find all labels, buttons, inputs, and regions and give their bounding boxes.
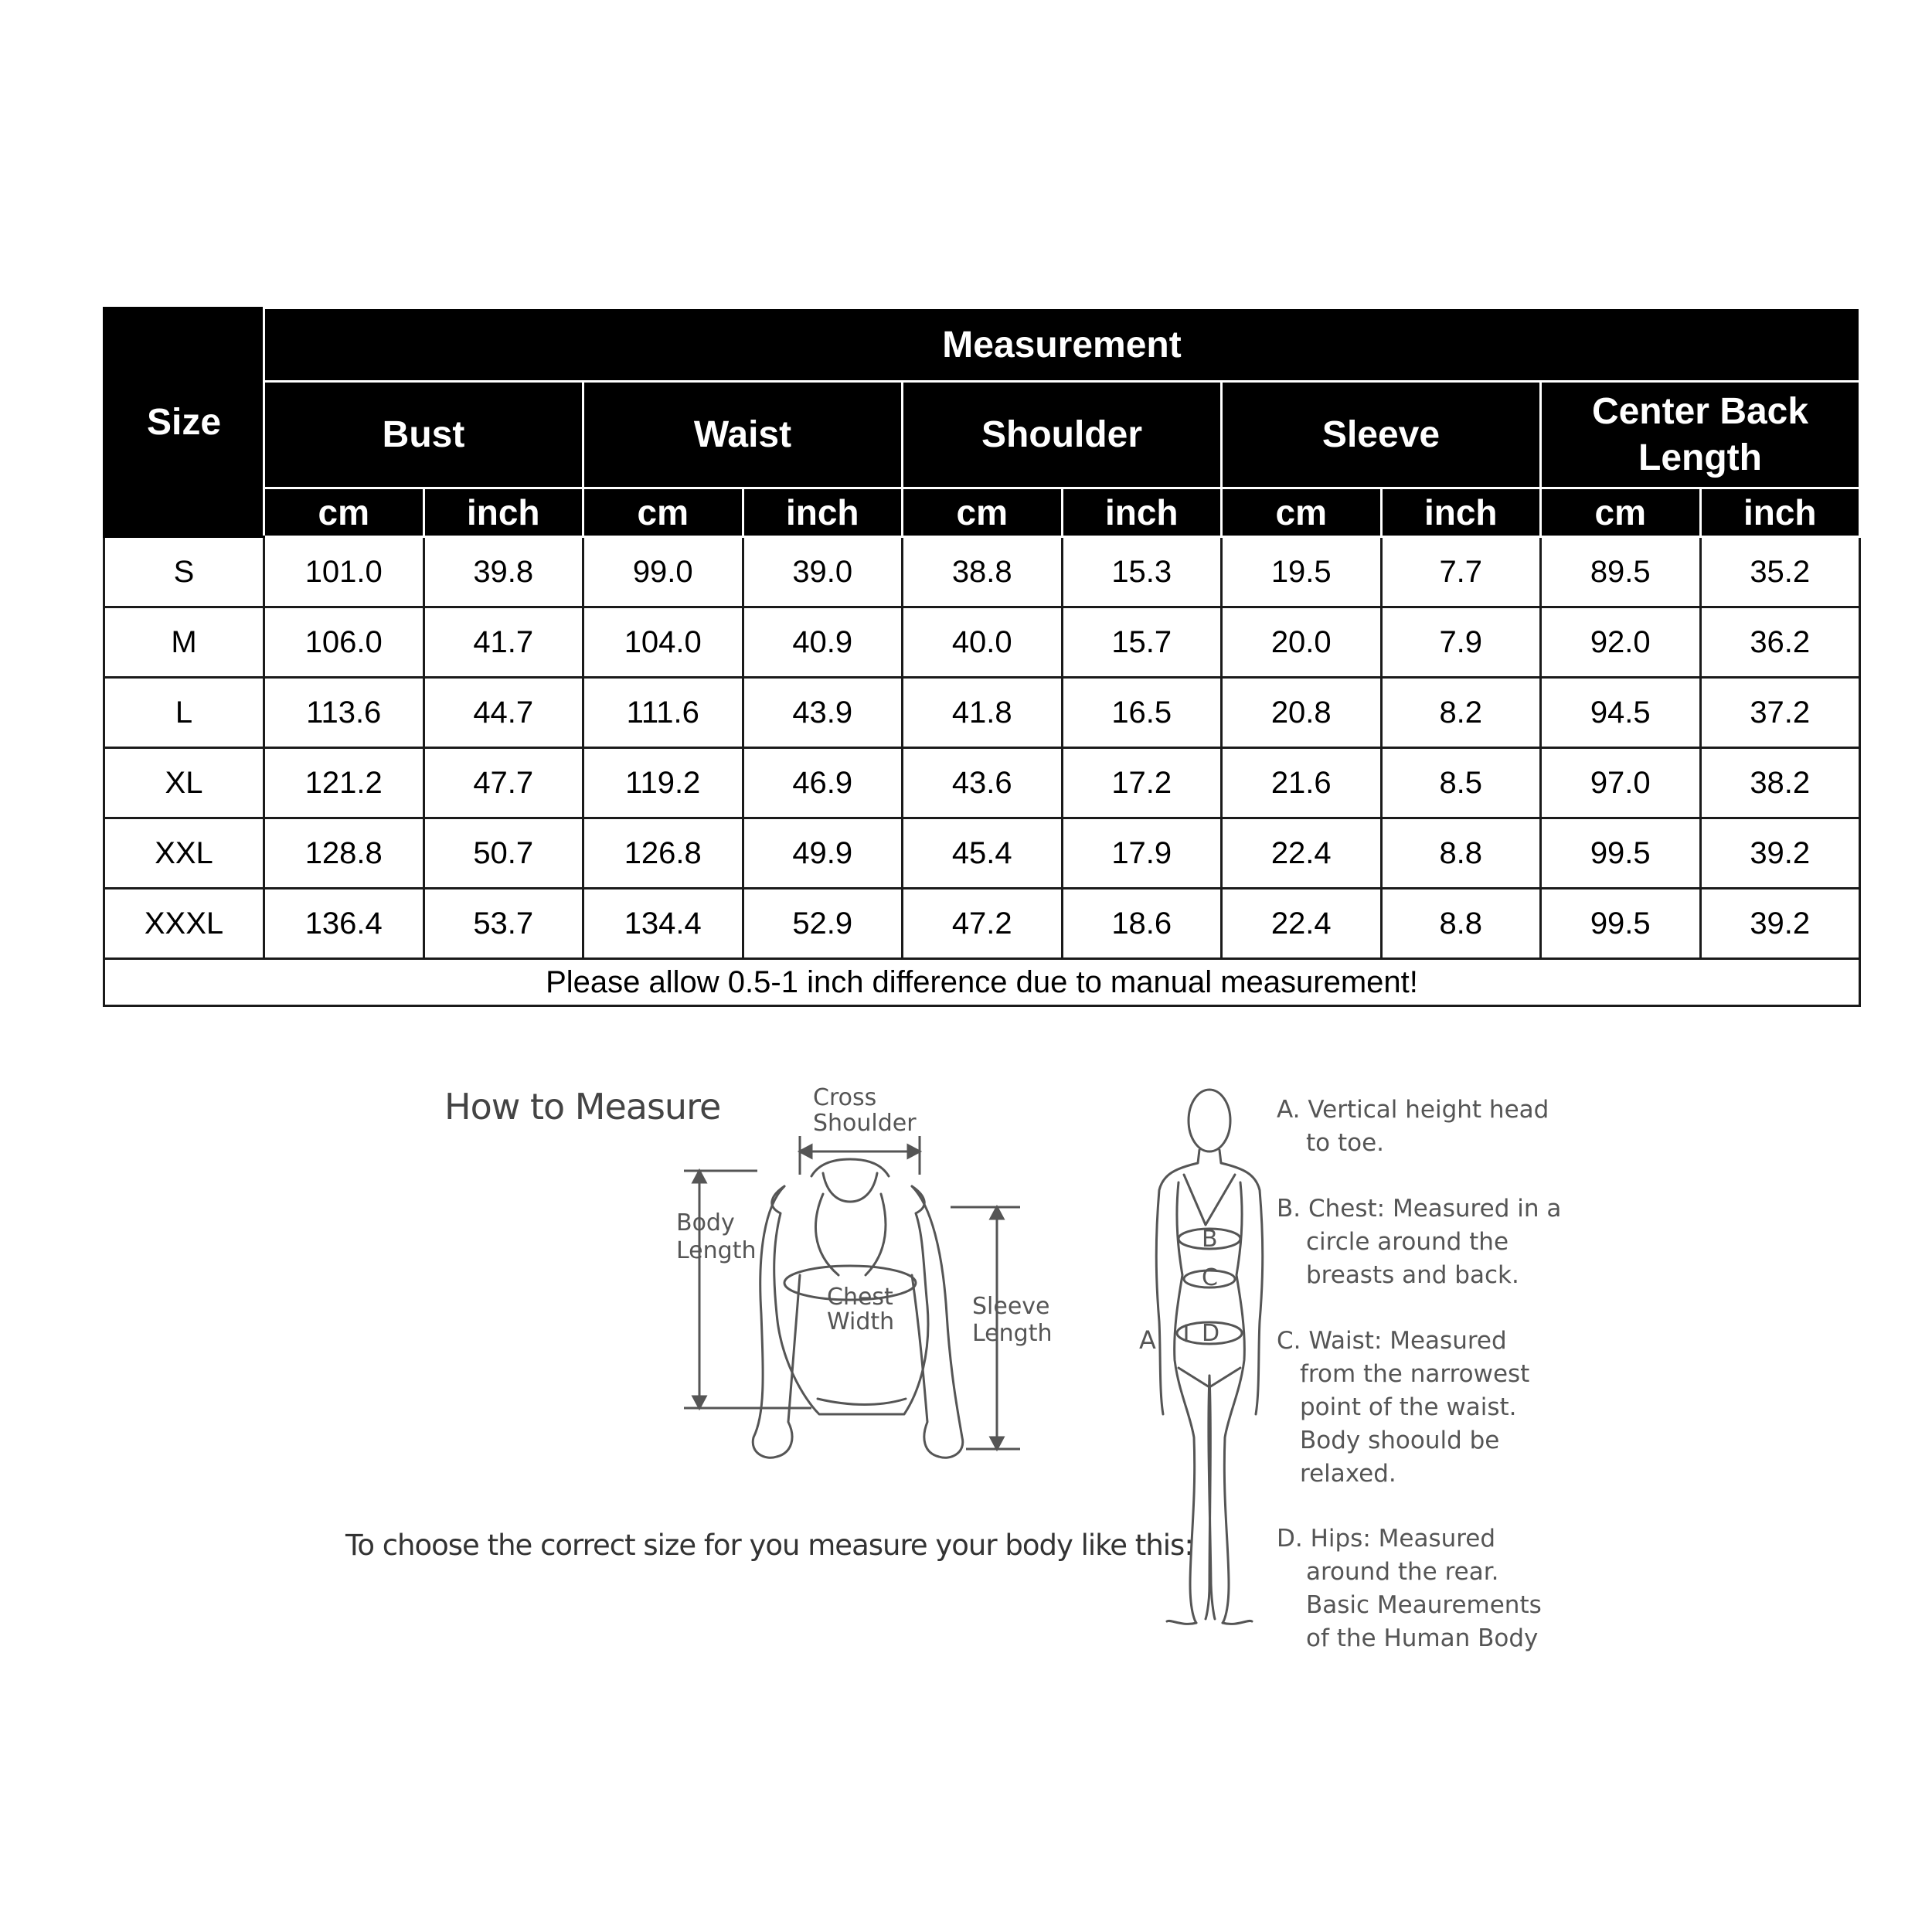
- value-cell: 134.4: [583, 889, 743, 959]
- letter-c: C: [1202, 1264, 1218, 1291]
- unit-header: cm: [583, 488, 743, 537]
- group-header-bust: Bust: [264, 382, 583, 488]
- value-cell: 92.0: [1541, 607, 1701, 678]
- value-cell: 40.9: [743, 607, 903, 678]
- legend-line: A. Vertical height head: [1277, 1096, 1549, 1124]
- size-cell: M: [104, 607, 264, 678]
- value-cell: 126.8: [583, 818, 743, 889]
- sleeve-length-label: Length: [972, 1320, 1053, 1347]
- size-cell: XXL: [104, 818, 264, 889]
- legend-line: to toe.: [1306, 1129, 1385, 1157]
- body-length-label: Body: [676, 1209, 735, 1236]
- legend-item-d: [1277, 1522, 1542, 1655]
- how-to-measure-title: How to Measure: [444, 1086, 721, 1128]
- value-cell: 50.7: [423, 818, 583, 889]
- letter-a: A: [1139, 1325, 1156, 1355]
- value-cell: 15.7: [1062, 607, 1222, 678]
- letter-d: D: [1202, 1320, 1220, 1347]
- legend-line: from the narrowest: [1300, 1360, 1530, 1388]
- group-header-center-back-length: Center Back Length: [1541, 382, 1860, 488]
- cross-shoulder-label: Cross: [813, 1084, 877, 1111]
- value-cell: 39.2: [1700, 889, 1860, 959]
- value-cell: 113.6: [264, 678, 424, 748]
- choose-size-instruction: To choose the correct size for you measure your body like this:: [345, 1529, 1193, 1562]
- legend-item-a: [1277, 1094, 1549, 1160]
- unit-header: inch: [1062, 488, 1222, 537]
- value-cell: 49.9: [743, 818, 903, 889]
- value-cell: 97.0: [1541, 748, 1701, 818]
- unit-header: inch: [423, 488, 583, 537]
- legend-line: relaxed.: [1300, 1460, 1396, 1488]
- size-cell: XL: [104, 748, 264, 818]
- value-cell: 38.2: [1700, 748, 1860, 818]
- legend-line: C. Waist: Measured: [1277, 1327, 1507, 1355]
- size-cell: XXXL: [104, 889, 264, 959]
- value-cell: 39.8: [423, 537, 583, 607]
- value-cell: 119.2: [583, 748, 743, 818]
- value-cell: 99.5: [1541, 889, 1701, 959]
- size-cell: S: [104, 537, 264, 607]
- measurement-header: Measurement: [264, 308, 1860, 382]
- value-cell: 99.0: [583, 537, 743, 607]
- value-cell: 104.0: [583, 607, 743, 678]
- legend-line: D. Hips: Measured: [1277, 1525, 1496, 1553]
- size-header: Size: [104, 308, 264, 537]
- unit-header: cm: [1222, 488, 1382, 537]
- legend-line: of the Human Body: [1306, 1624, 1539, 1652]
- legend-line: breasts and back.: [1306, 1261, 1519, 1289]
- value-cell: 22.4: [1222, 818, 1382, 889]
- value-cell: 37.2: [1700, 678, 1860, 748]
- value-cell: 43.6: [903, 748, 1063, 818]
- body-figure: [1156, 1090, 1263, 1624]
- value-cell: 35.2: [1700, 537, 1860, 607]
- value-cell: 41.7: [423, 607, 583, 678]
- group-header-shoulder: Shoulder: [903, 382, 1222, 488]
- value-cell: 38.8: [903, 537, 1063, 607]
- value-cell: 8.5: [1381, 748, 1541, 818]
- legend-line: B. Chest: Measured in a: [1277, 1195, 1562, 1223]
- value-cell: 7.9: [1381, 607, 1541, 678]
- chest-width-label: Width: [827, 1308, 895, 1335]
- group-header-waist: Waist: [583, 382, 903, 488]
- unit-header: inch: [1381, 488, 1541, 537]
- legend-line: Basic Meaurements: [1306, 1591, 1542, 1619]
- unit-header: inch: [743, 488, 903, 537]
- value-cell: 18.6: [1062, 889, 1222, 959]
- legend-item-c: [1277, 1325, 1529, 1491]
- value-cell: 19.5: [1222, 537, 1382, 607]
- value-cell: 106.0: [264, 607, 424, 678]
- value-cell: 36.2: [1700, 607, 1860, 678]
- value-cell: 46.9: [743, 748, 903, 818]
- value-cell: 52.9: [743, 889, 903, 959]
- legend-item-b: [1277, 1192, 1561, 1292]
- value-cell: 45.4: [903, 818, 1063, 889]
- value-cell: 136.4: [264, 889, 424, 959]
- sleeve-length-label: Sleeve: [972, 1293, 1050, 1320]
- value-cell: 89.5: [1541, 537, 1701, 607]
- value-cell: 99.5: [1541, 818, 1701, 889]
- value-cell: 8.8: [1381, 818, 1541, 889]
- unit-header: cm: [1541, 488, 1701, 537]
- group-header-sleeve: Sleeve: [1222, 382, 1541, 488]
- legend-line: around the rear.: [1306, 1558, 1499, 1586]
- value-cell: 8.2: [1381, 678, 1541, 748]
- unit-header: inch: [1700, 488, 1860, 537]
- value-cell: 41.8: [903, 678, 1063, 748]
- value-cell: 43.9: [743, 678, 903, 748]
- value-cell: 8.8: [1381, 889, 1541, 959]
- value-cell: 22.4: [1222, 889, 1382, 959]
- unit-header: cm: [264, 488, 424, 537]
- unit-header: cm: [903, 488, 1063, 537]
- value-cell: 20.8: [1222, 678, 1382, 748]
- value-cell: 40.0: [903, 607, 1063, 678]
- value-cell: 39.2: [1700, 818, 1860, 889]
- value-cell: 20.0: [1222, 607, 1382, 678]
- value-cell: 47.7: [423, 748, 583, 818]
- cross-shoulder-label: Shoulder: [813, 1110, 917, 1137]
- chest-width-label: Chest: [827, 1284, 893, 1311]
- value-cell: 128.8: [264, 818, 424, 889]
- value-cell: 47.2: [903, 889, 1063, 959]
- legend-line: point of the waist.: [1300, 1393, 1517, 1421]
- value-cell: 39.0: [743, 537, 903, 607]
- legend-line: Body shoould be: [1300, 1427, 1500, 1454]
- value-cell: 121.2: [264, 748, 424, 818]
- legend-line: circle around the: [1306, 1228, 1509, 1256]
- value-cell: 101.0: [264, 537, 424, 607]
- value-cell: 53.7: [423, 889, 583, 959]
- value-cell: 17.9: [1062, 818, 1222, 889]
- body-length-label: Length: [676, 1237, 757, 1264]
- value-cell: 16.5: [1062, 678, 1222, 748]
- value-cell: 111.6: [583, 678, 743, 748]
- value-cell: 94.5: [1541, 678, 1701, 748]
- value-cell: 44.7: [423, 678, 583, 748]
- letter-b: B: [1202, 1226, 1218, 1253]
- value-cell: 7.7: [1381, 537, 1541, 607]
- measurement-note: Please allow 0.5-1 inch difference due to manual measurement!: [104, 959, 1860, 1006]
- value-cell: 21.6: [1222, 748, 1382, 818]
- value-cell: 15.3: [1062, 537, 1222, 607]
- size-cell: L: [104, 678, 264, 748]
- value-cell: 17.2: [1062, 748, 1222, 818]
